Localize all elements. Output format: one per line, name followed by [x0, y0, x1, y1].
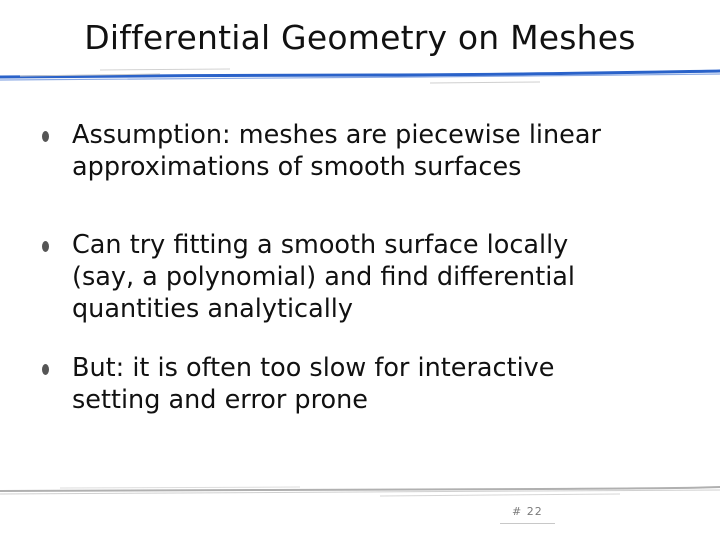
footer-divider — [0, 478, 720, 508]
slide-title: Differential Geometry on Meshes — [84, 18, 636, 57]
bullet-line: approximations of smooth surfaces — [72, 152, 522, 182]
bullet-line: Assumption: meshes are piecewise linear — [72, 120, 601, 150]
bullet-line: (say, a polynomial) and find differential — [72, 262, 576, 292]
bullet-text — [72, 119, 682, 183]
bullet-marker — [42, 364, 49, 375]
bullet-marker — [42, 241, 49, 252]
bullet-text — [72, 229, 682, 325]
bullet-line: quantities analytically — [72, 294, 353, 324]
bullet-marker — [42, 131, 49, 142]
bullet-line: But: it is often too slow for interactive — [72, 353, 555, 383]
page-number-underline — [500, 523, 555, 524]
page-number: # 22 — [512, 505, 543, 518]
bullet-text — [72, 352, 682, 416]
bullet-line: Can try fitting a smooth surface locally — [72, 230, 569, 260]
bullet-line: setting and error prone — [72, 385, 368, 415]
